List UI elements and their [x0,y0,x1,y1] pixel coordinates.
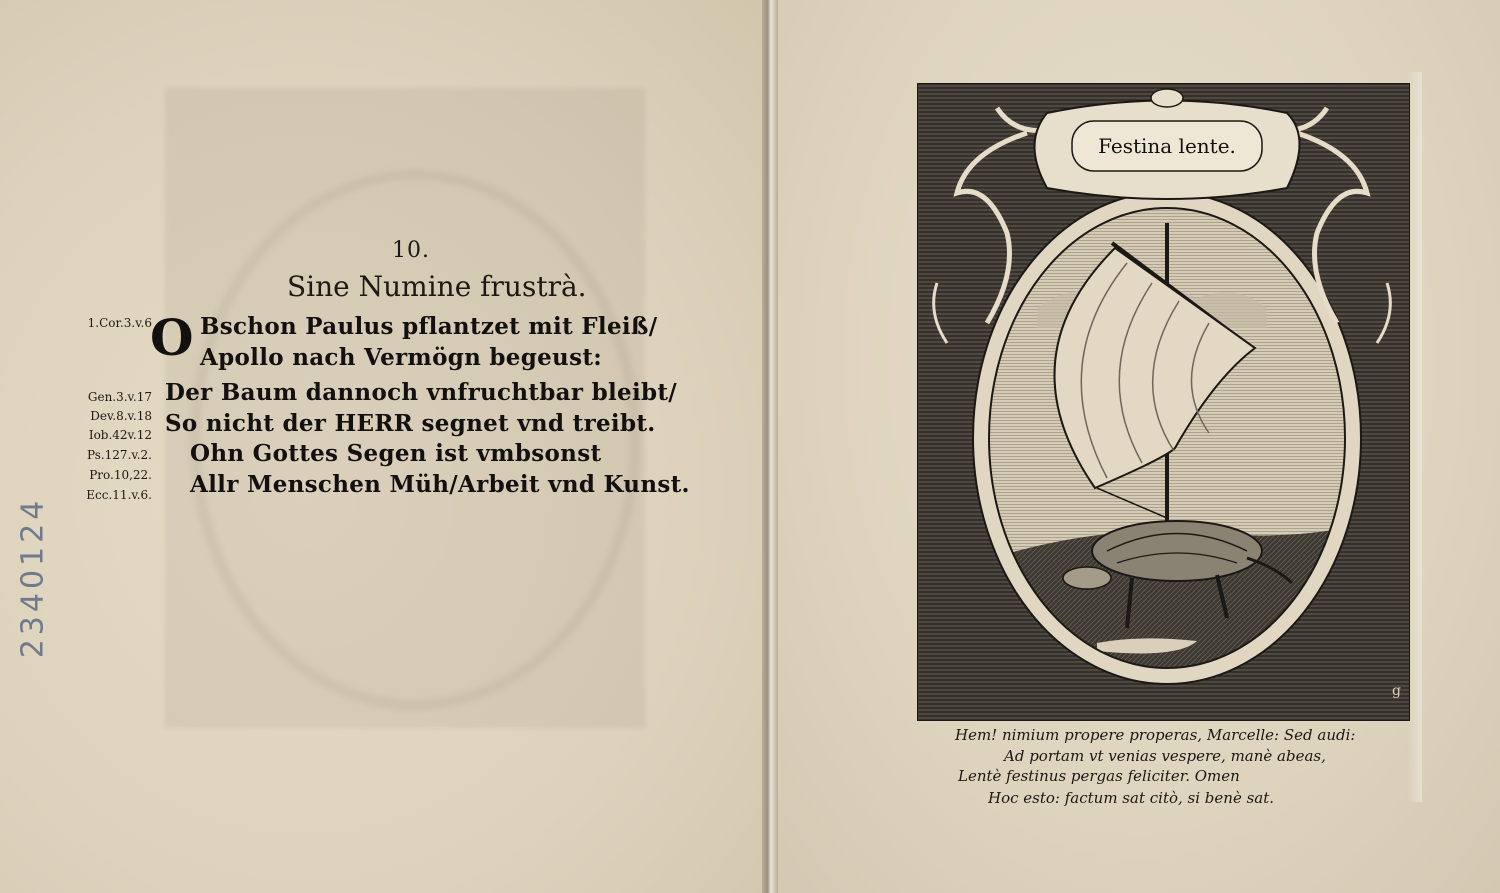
scripture-reference: Pro.10,22. [89,468,152,482]
verse-line: Ohn Gottes Segen ist vmbsonst [190,440,602,467]
cartouche-title: Festina lente. [1098,134,1236,158]
verse-line: Allr Menschen Müh/Arbeit vnd Kunst. [190,471,690,498]
verse-line: Bschon Paulus pflantzet mit Fleiß/ [200,313,658,340]
engraver-mark: g [1392,683,1401,699]
scripture-reference: Ps.127.v.2. [86,448,152,462]
emblem-number: 10. [392,238,430,263]
caption-line: Hem! nimium propere properas, Marcelle: Sed audi: [955,726,1356,744]
scripture-reference: Dev.8.v.18 [90,409,152,423]
caption-line: Lentè festinus pergas feliciter. Omen [958,767,1240,785]
caption-line: Ad portam vt venias vespere, manè abeas, [1004,747,1326,765]
scripture-reference: 1.Cor.3.v.6 [87,316,152,330]
scripture-reference: Iob.42v.12 [88,428,152,442]
verse-dropcap: O [150,308,194,367]
scripture-reference: Gen.3.v.17 [87,390,152,404]
caption-line: Hoc esto: factum sat citò, si benè sat. [988,789,1275,807]
plate-edge [1408,72,1422,802]
verse-line: So nicht der HERR segnet vnd treibt. [165,410,656,437]
emblem-motto: Sine Numine frustrà. [287,270,587,303]
verse-line: Apollo nach Vermögn begeust: [200,344,603,371]
scripture-reference: Ecc.11.v.6. [86,488,152,502]
emblem-engraving [917,83,1410,721]
page-gutter [762,0,778,893]
archive-pencil-mark: 2340124 [15,496,51,659]
verse-line: Der Baum dannoch vnfruchtbar bleibt/ [165,379,677,406]
